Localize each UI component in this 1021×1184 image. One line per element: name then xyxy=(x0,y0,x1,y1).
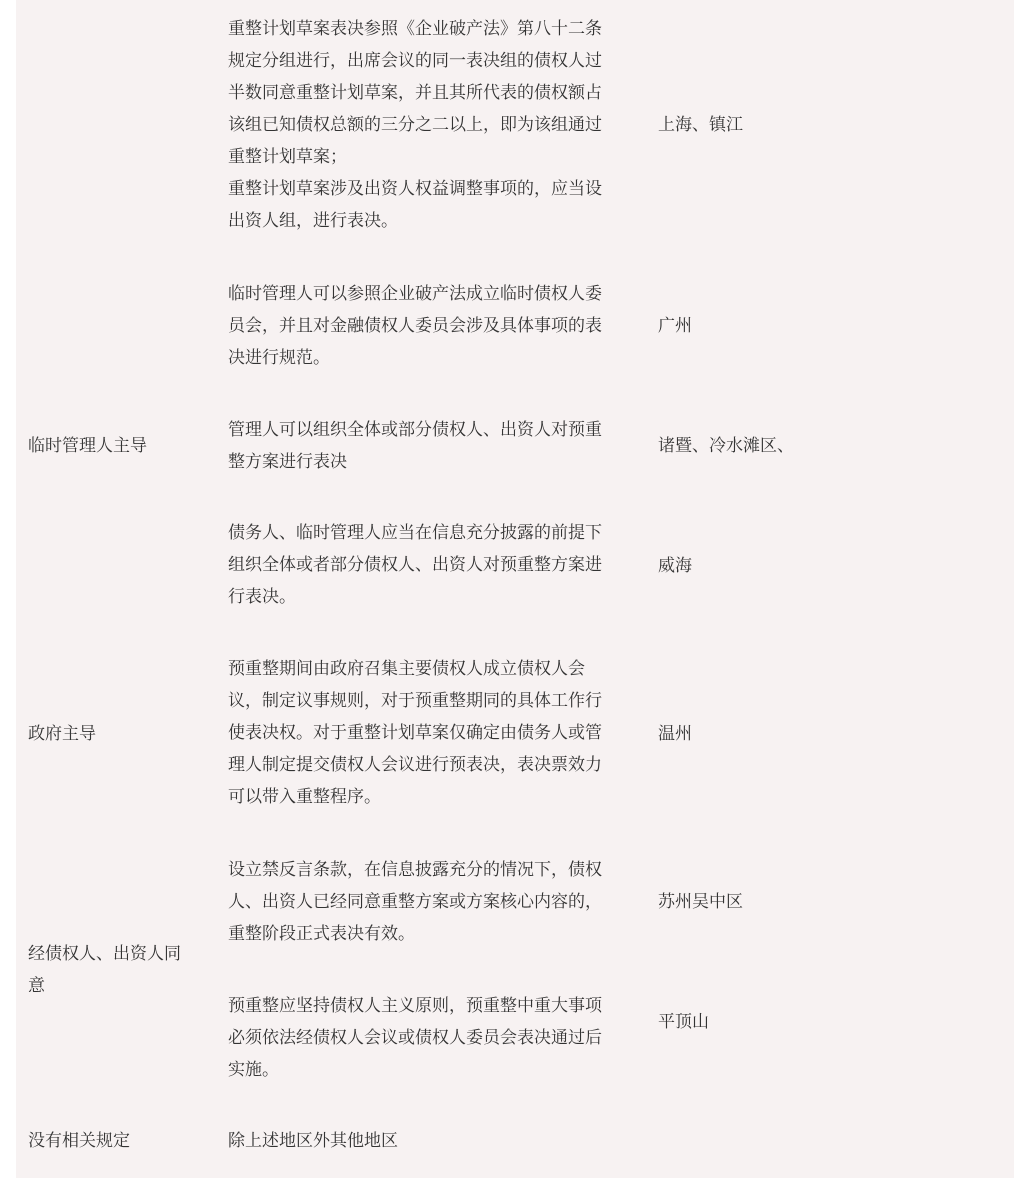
table-cell-content: 设立禁反言条款，在信息披露充分的情况下，债权 人、出资人已经同意重整方案或方案核心内容的， 重整阶段正式表决有效。 xyxy=(228,860,602,944)
table-cell-region: 苏州吴中区 xyxy=(658,892,743,912)
table-cell-region: 平顶山 xyxy=(658,1012,709,1032)
table-cell-content: 预重整应坚持债权人主义原则，预重整中重大事项 必须依法经债权人会议或债权人委员会表决通过后 实施。 xyxy=(228,996,602,1080)
table-cell-region: 广州 xyxy=(658,316,692,336)
table-cell-region: 威海 xyxy=(658,556,692,576)
table-cell-content: 临时管理人可以参照企业破产法成立临时债权人委 员会，并且对金融债权人委员会涉及具体事项的表 决进行规范。 xyxy=(228,284,602,368)
table-cell-category: 临时管理人主导 xyxy=(28,436,147,456)
table-cell-category: 经债权人、出资人同 意 xyxy=(28,944,181,996)
table-cell-region: 诸暨、冷水滩区、 xyxy=(658,436,794,456)
table-cell-region: 温州 xyxy=(658,724,692,744)
table-cell-content: 债务人、临时管理人应当在信息充分披露的前提下 组织全体或者部分债权人、出资人对预重整方案进 行表决。 xyxy=(228,523,602,607)
table-cell-content: 除上述地区外其他地区 xyxy=(228,1131,398,1151)
table-cell-content: 管理人可以组织全体或部分债权人、出资人对预重 整方案进行表决 xyxy=(228,420,602,472)
comparison-table xyxy=(16,0,1014,1178)
table-cell-content: 预重整期间由政府召集主要债权人成立债权人会 议，制定议事规则，对于预重整期同的具体工作行 使表决权。对于重整计划草案仅确定由债务人或管 理人制定提交债权人会议进行预表决，表决票效力 可以带入重整程序。 xyxy=(228,659,602,807)
table-cell-category: 政府主导 xyxy=(28,724,96,744)
table-cell-content: 重整计划草案表决参照《企业破产法》第八十二条 规定分组进行，出席会议的同一表决组的债权人过 半数同意重整计划草案，并且其所代表的债权额占 该组已知债权总额的三分之二以上，即为该组通过 重整计划草案； 重整计划草案涉及出资人权益调整事项的，应当设 出资人组，进行表决。 xyxy=(228,19,602,231)
table-cell-category: 没有相关规定 xyxy=(28,1131,130,1151)
table-cell-region: 上海、镇江 xyxy=(658,115,743,135)
